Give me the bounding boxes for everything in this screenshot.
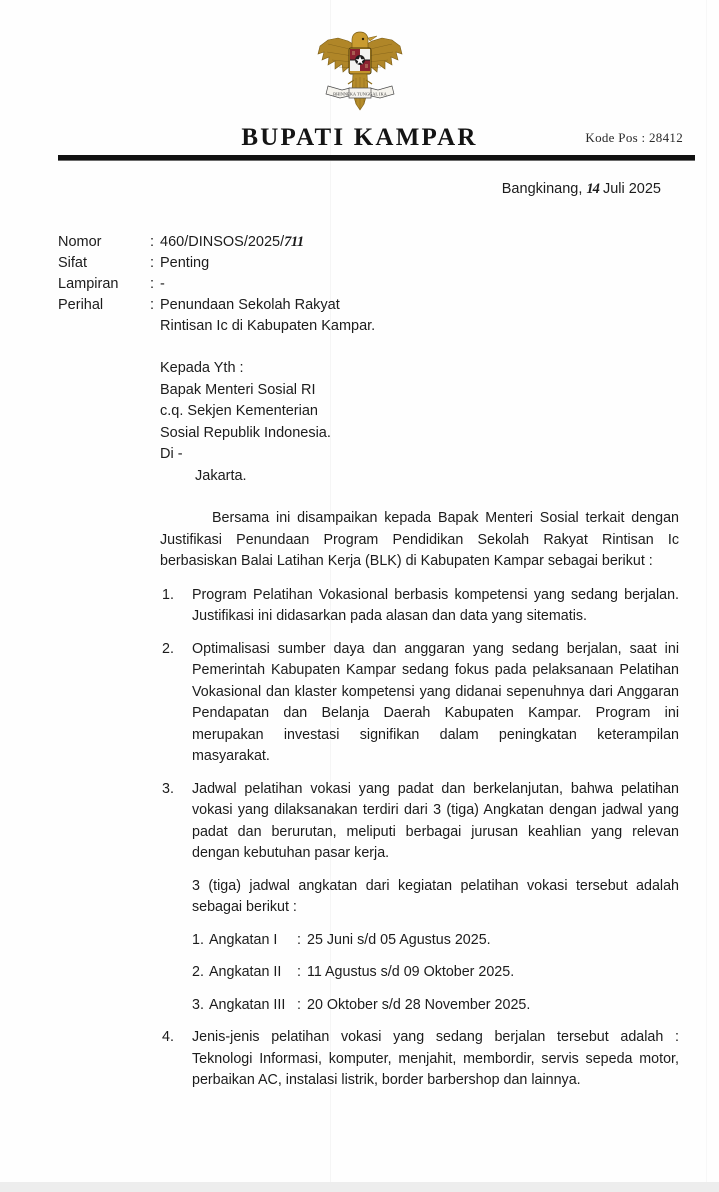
meta-label-perihal: Perihal — [58, 297, 104, 313]
list-marker: 3. — [162, 780, 174, 797]
meta-label-nomor: Nomor — [58, 234, 102, 250]
addressee-institution: Sosial Republik Indonesia. — [160, 424, 331, 441]
letter-body — [160, 508, 679, 1103]
date-day-handwritten: 14 — [586, 181, 599, 197]
header-divider-rule — [58, 155, 695, 161]
schedule-name: Angkatan I — [209, 931, 278, 948]
list-item — [160, 1027, 679, 1092]
page-title: BUPATI KAMPAR — [241, 124, 478, 151]
addressee-city: Jakarta. — [195, 467, 247, 484]
schedule-row — [192, 962, 679, 984]
justification-list — [160, 585, 679, 865]
meta-value-perihal: Penundaan Sekolah Rakyat — [160, 297, 340, 313]
meta-row-nomor — [58, 232, 375, 253]
list-item — [160, 779, 679, 865]
list-marker: 2. — [162, 640, 174, 657]
addressee-cq: c.q. Sekjen Kementerian — [160, 403, 318, 419]
schedule-range: 11 Agustus s/d 09 Oktober 2025. — [307, 964, 515, 980]
addressee-di: Di - — [160, 446, 183, 462]
list-item — [160, 639, 679, 768]
meta-label-lampiran: Lampiran — [58, 276, 119, 292]
list-item-text: Jadwal pelatihan vokasi yang padat dan berkelanjutan, bahwa pelatihan vokasi yang dilaksanakan terdiri dari 3 (tiga) Angkatan dengan jadwal yang padat dan berurutan, meliputi berbagai jurusan keahlian yang relevan dengan kebutuhan pasar kerja. — [192, 780, 679, 861]
schedule-range: 20 Oktober s/d 28 November 2025. — [307, 996, 531, 1013]
schedule-row — [192, 930, 679, 952]
justification-list-continued — [160, 1027, 679, 1092]
date-month-year: Juli 2025 — [602, 181, 661, 197]
schedule-name: Angkatan III — [209, 996, 286, 1013]
opening-paragraph: Bersama ini disampaikan kepada Bapak Menteri Sosial terkait dengan Justifikasi Penundaan Program Pendidikan Sekolah Rakyat Rintisan Ic berbasiskan Balai Latihan Kerja (BLK) di Kabupaten Kampar sebagai berikut : — [160, 510, 679, 569]
garuda-pancasila-emblem-icon — [308, 18, 412, 122]
meta-colon-sifat: : — [150, 255, 155, 271]
addressee-salutation: Kepada Yth : — [160, 360, 244, 376]
date-city: Bangkinang, — [501, 181, 583, 197]
list-item-text: Jenis-jenis pelatihan vokasi yang sedang berjalan tersebut adalah : Teknologi Informasi, komputer, menjahit, membordir, servis sepeda motor, perbaikan AC, instalasi listrik, border barbershop dan lainnya. — [192, 1029, 679, 1088]
meta-perihal-line2: Rintisan Ic di Kabupaten Kampar. — [160, 318, 376, 334]
addressee-block — [160, 358, 331, 487]
meta-row-perihal — [58, 295, 375, 316]
schedule-colon: : — [297, 931, 301, 948]
meta-colon-perihal: : — [150, 297, 155, 313]
list-item — [160, 585, 679, 628]
meta-value-sifat: Penting — [160, 255, 210, 271]
list-marker: 4. — [162, 1029, 174, 1045]
schedule-name: Angkatan II — [209, 964, 282, 980]
schedule-number: 3. — [192, 996, 204, 1013]
svg-text:BHINNEKA TUNGGAL IKA: BHINNEKA TUNGGAL IKA — [332, 91, 387, 97]
schedule-list — [192, 930, 679, 1017]
schedule-colon: : — [297, 996, 301, 1013]
schedule-block — [160, 876, 679, 1017]
scan-seam-artifact-right — [706, 0, 707, 1192]
letter-meta-block — [58, 232, 375, 337]
schedule-number: 1. — [192, 931, 204, 948]
addressee-recipient: Bapak Menteri Sosial RI — [160, 381, 316, 398]
schedule-row — [192, 995, 679, 1017]
list-marker: 1. — [162, 586, 174, 603]
page-bottom-band — [0, 1182, 719, 1192]
meta-value-nomor: 460/DINSOS/2025/711 — [160, 234, 304, 250]
schedule-colon: : — [297, 964, 301, 980]
meta-label-sifat: Sifat — [58, 255, 88, 271]
schedule-number: 2. — [192, 964, 204, 980]
meta-colon-lampiran: : — [150, 276, 155, 292]
meta-value-lampiran: - — [160, 276, 165, 292]
meta-colon-nomor: : — [150, 234, 155, 250]
list-item-text: Optimalisasi sumber daya dan anggaran yang sedang berjalan, saat ini Pemerintah Kabupaten Kampar sedang fokus pada pelaksanaan Pelatihan Vokasional dan klaster kompetensi yang didanai sepenuhnya dari Anggaran Pendapatan dan Belanja Daerah Kabupaten Kampar. Program ini merupakan investasi signifikan dalam peningkatan keterampilan masyarakat. — [192, 640, 679, 764]
schedule-intro: 3 (tiga) jadwal angkatan dari kegiatan pelatihan vokasi tersebut adalah sebagai berikut : — [192, 877, 679, 915]
date-line — [502, 181, 661, 198]
nomor-handwritten-suffix: 711 — [284, 234, 304, 250]
meta-row-sifat — [58, 253, 375, 274]
meta-row-lampiran — [58, 274, 375, 295]
kode-pos-label: Kode Pos : 28412 — [585, 130, 683, 145]
list-item-text: Program Pelatihan Vokasional berbasis kompetensi yang sedang berjalan. Justifikasi ini didasarkan pada alasan dan data yang sitematis. — [192, 586, 679, 624]
schedule-range: 25 Juni s/d 05 Agustus 2025. — [307, 931, 491, 948]
